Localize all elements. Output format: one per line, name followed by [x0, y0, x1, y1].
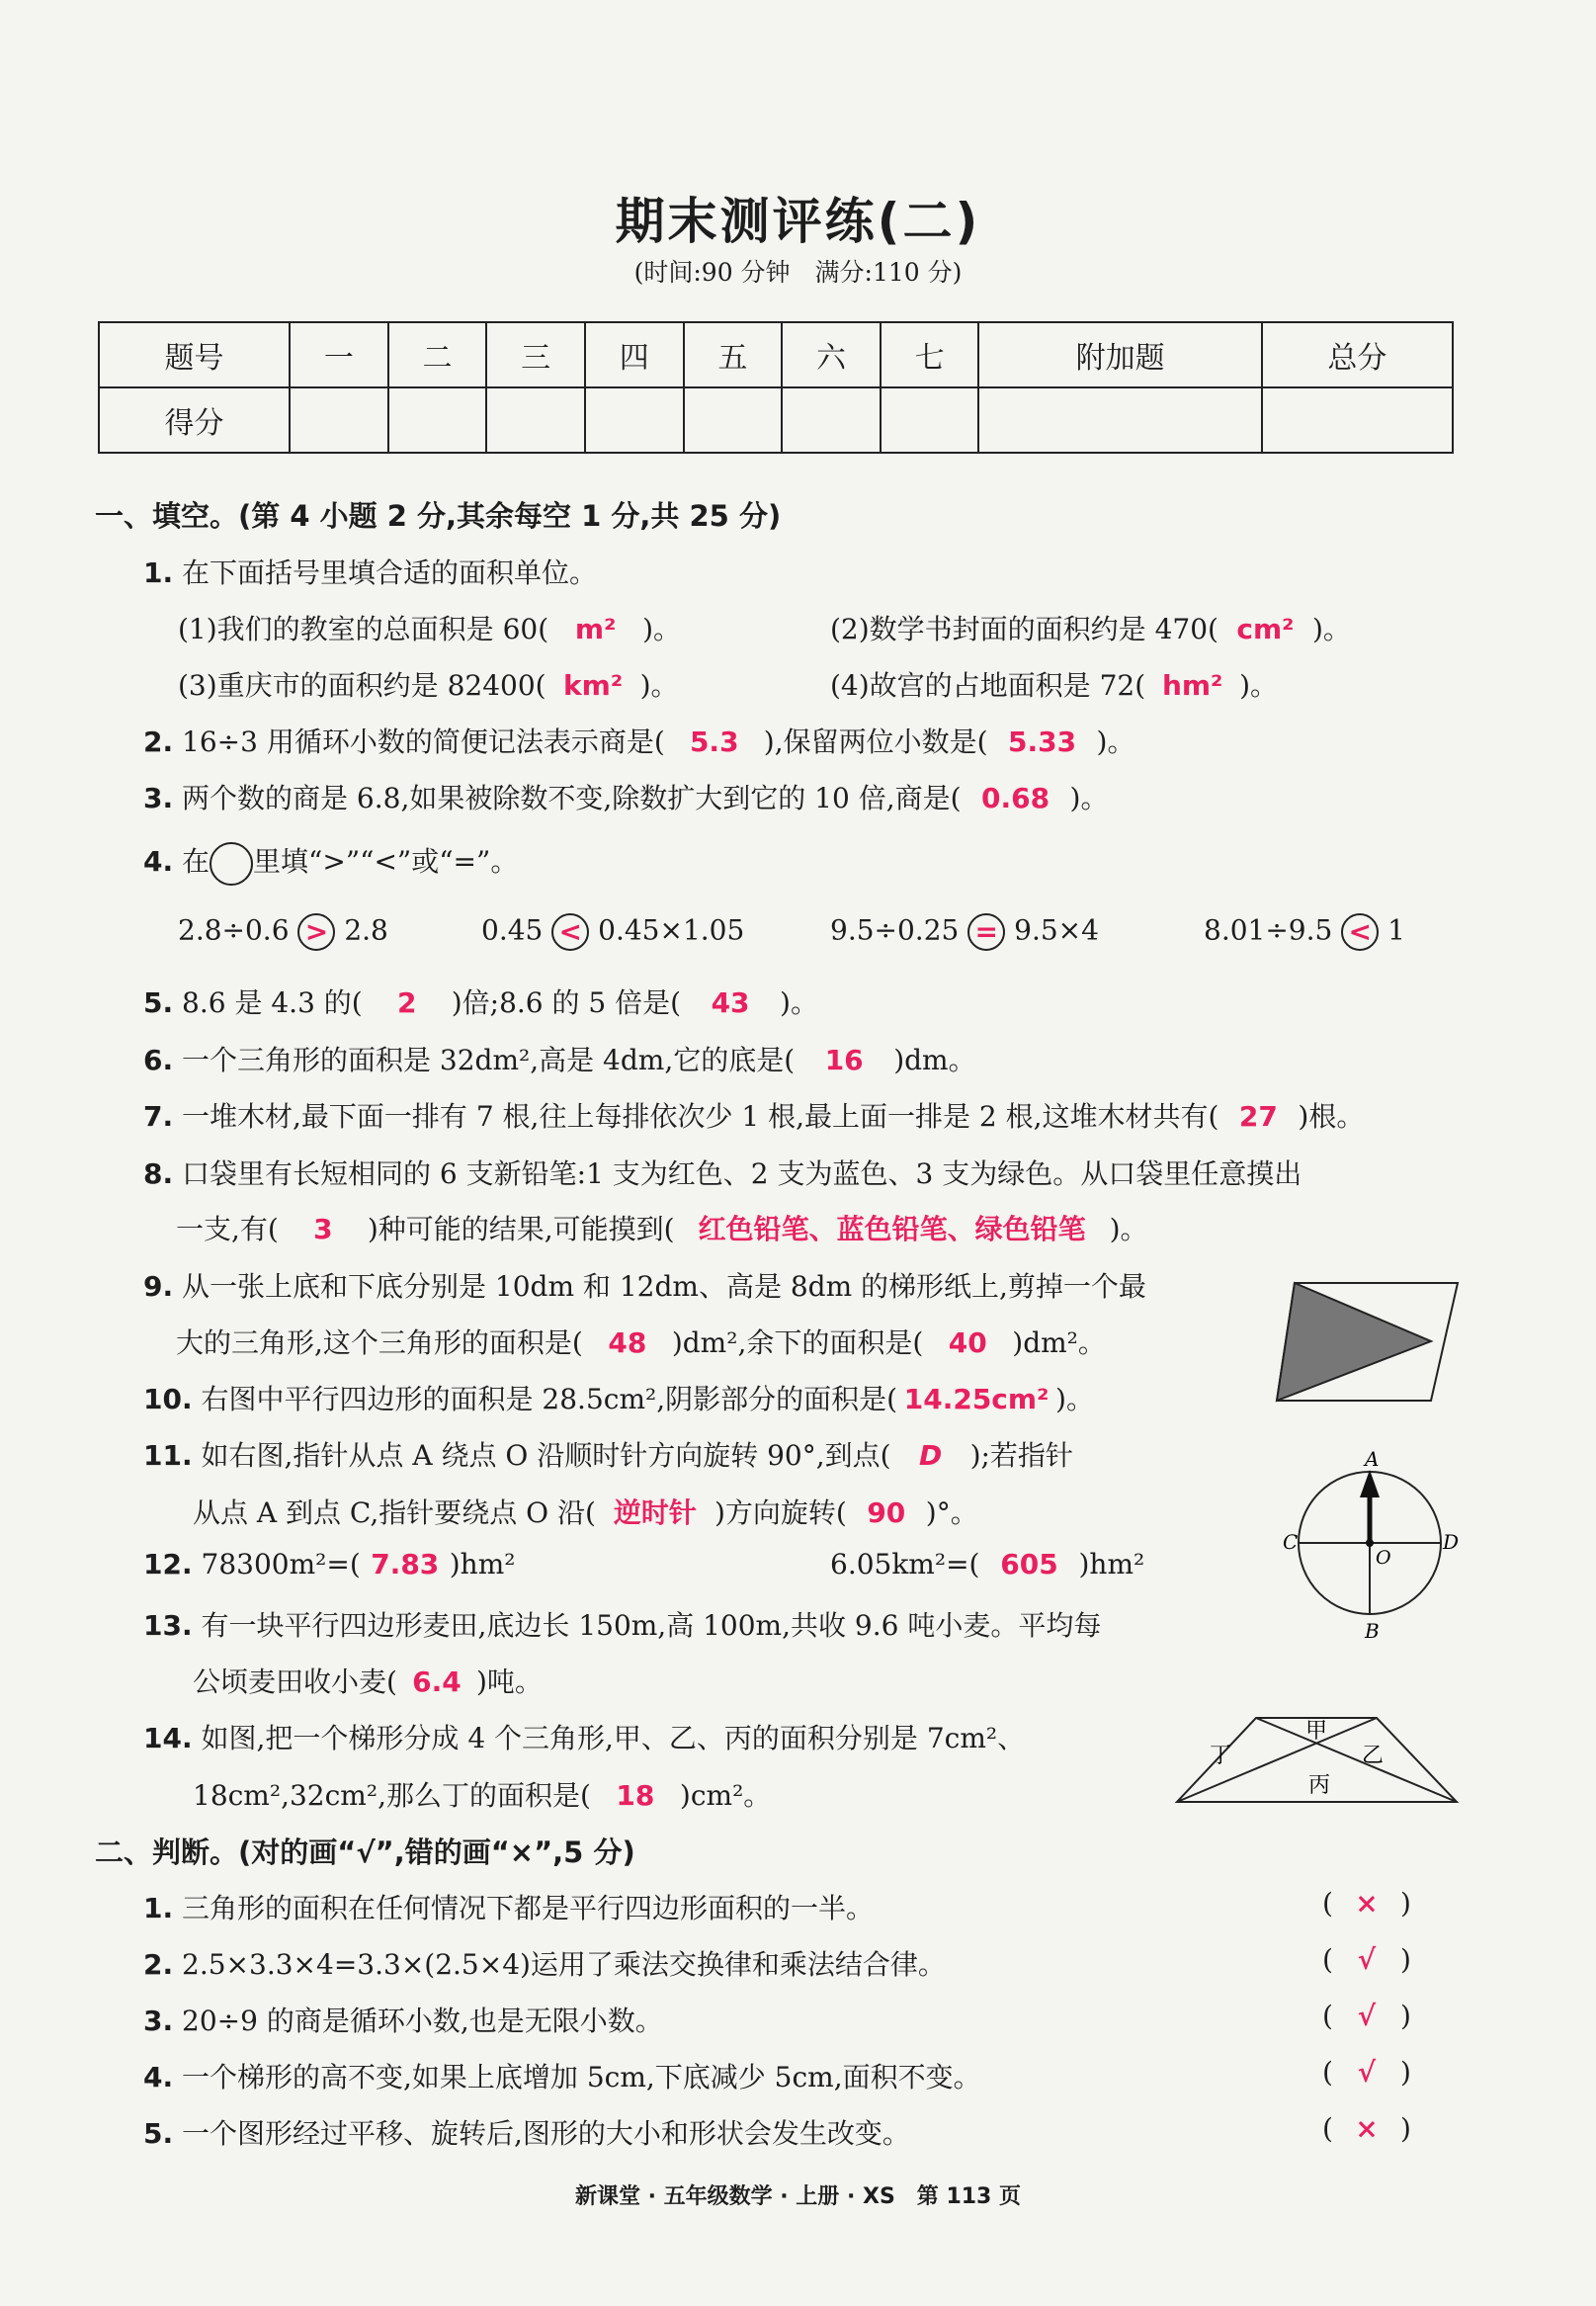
- score-cell[interactable]: [1262, 387, 1453, 453]
- question-text: )。: [639, 669, 679, 702]
- trapezoid-diagonal: [1256, 1718, 1457, 1802]
- question-text: 公顷麦田收小麦(: [193, 1665, 397, 1698]
- center-point: [1366, 1539, 1374, 1547]
- question-number: 5.: [143, 986, 174, 1019]
- compare-left: 0.45: [481, 913, 544, 947]
- score-header-cell: 题号: [99, 322, 290, 387]
- question-text: 一个三角形的面积是 32dm²,高是 4dm,它的底是(: [182, 1044, 796, 1076]
- question-text: )cm²。: [679, 1779, 772, 1812]
- question-number: 1.: [143, 1892, 174, 1924]
- compare-sign: >: [297, 913, 335, 951]
- question-text: 在下面括号里填合适的面积单位。: [182, 556, 598, 589]
- answer: 6.4: [412, 1665, 462, 1698]
- page-title: 期末测评练(二): [615, 193, 981, 250]
- question-text: )dm。: [893, 1044, 976, 1076]
- question-text: )hm²: [449, 1548, 516, 1580]
- score-table-header-row: [99, 322, 1453, 387]
- judge-mark: ×: [1355, 1887, 1379, 1920]
- answer: 605: [1000, 1548, 1058, 1580]
- question-number: 14.: [143, 1722, 193, 1754]
- score-cell[interactable]: [290, 387, 388, 453]
- question-text: )。: [642, 613, 682, 645]
- question-text: )hm²: [1078, 1548, 1145, 1580]
- question-number: 12.: [143, 1548, 193, 1580]
- question-text: 大的三角形,这个三角形的面积是(: [176, 1326, 583, 1359]
- paren: (: [1322, 2000, 1333, 2032]
- score-header-cell: 总分: [1262, 322, 1453, 387]
- answer: m²: [574, 613, 617, 645]
- compare-right: 9.5×4: [1014, 913, 1099, 947]
- question-text: )。: [1069, 782, 1109, 814]
- label-o: O: [1376, 1547, 1391, 1569]
- answer: 5.3: [689, 726, 739, 758]
- shaded-triangle: [1277, 1283, 1431, 1401]
- question-text: )。: [1311, 613, 1351, 645]
- question-8: [143, 1153, 1302, 1192]
- answer: 2: [396, 986, 417, 1019]
- compare-item: [830, 913, 1099, 951]
- score-table-score-row: [99, 387, 1453, 453]
- question-11-cont: [193, 1492, 978, 1531]
- answer: km²: [563, 669, 624, 702]
- paren: ): [1399, 1887, 1411, 1920]
- pointer-arrow-icon: [1360, 1470, 1380, 1497]
- score-cell[interactable]: [782, 387, 881, 453]
- question-number: 4.: [143, 845, 174, 878]
- question-number: 13.: [143, 1609, 193, 1642]
- answer: 3: [313, 1213, 333, 1245]
- compare-right: 1: [1387, 913, 1405, 947]
- score-cell[interactable]: [486, 387, 585, 453]
- judge-item: [143, 2000, 663, 2039]
- compare-item: [481, 913, 744, 951]
- score-cell[interactable]: [978, 387, 1261, 453]
- paren: ): [1399, 2112, 1411, 2145]
- paren: ): [1399, 2056, 1411, 2089]
- answer: 16: [824, 1044, 864, 1076]
- score-row-label: 得分: [99, 387, 290, 453]
- compare-left: 2.8÷0.6: [178, 913, 290, 947]
- answer: 14.25cm²: [903, 1383, 1050, 1415]
- question-13-cont: [193, 1661, 543, 1700]
- judge-answer: [1322, 1943, 1411, 1976]
- answer: 18: [616, 1779, 655, 1812]
- compare-sign: <: [551, 913, 589, 951]
- question-1a: [178, 608, 681, 647]
- label-bing: 丙: [1308, 1773, 1331, 1798]
- compare-left: 8.01÷9.5: [1204, 913, 1333, 947]
- judge-answer: [1322, 2000, 1411, 2032]
- score-cell[interactable]: [881, 387, 979, 453]
- question-9-cont: [176, 1322, 1106, 1361]
- question-12: [143, 1548, 515, 1580]
- question-14-cont: [193, 1774, 771, 1814]
- question-number: 8.: [143, 1157, 174, 1190]
- answer: 5.33: [1007, 726, 1077, 758]
- question-text: )倍;8.6 的 5 倍是(: [451, 986, 682, 1019]
- score-header-cell: 六: [782, 322, 881, 387]
- question-10: [143, 1378, 1094, 1417]
- question-number: 3.: [143, 782, 174, 814]
- judge-item: [143, 2112, 910, 2152]
- question-text: 口袋里有长短相同的 6 支新铅笔:1 支为红色、2 支为蓝色、3 支为绿色。从口袋里任意摸出: [182, 1157, 1302, 1190]
- score-cell[interactable]: [585, 387, 684, 453]
- question-text: ),保留两位小数是(: [763, 726, 988, 758]
- question-text: 一支,有(: [176, 1213, 279, 1245]
- judge-mark: √: [1357, 1943, 1377, 1976]
- answer: hm²: [1161, 669, 1223, 702]
- judge-answer: [1322, 2112, 1411, 2145]
- compare-sign: =: [967, 913, 1005, 951]
- blank-circle-icon: [210, 842, 253, 886]
- section2-heading: 二、判断。(对的画“√”,错的画“×”,5 分): [95, 1836, 635, 1869]
- question-text: 2.5×3.3×4=3.3×(2.5×4)运用了乘法交换律和乘法结合律。: [182, 1948, 946, 1981]
- question-1: [143, 552, 597, 591]
- question-text: 一个图形经过平移、旋转后,图形的大小和形状会发生改变。: [182, 2117, 910, 2150]
- question-text: )根。: [1298, 1100, 1365, 1133]
- question-8-cont: [176, 1208, 1148, 1247]
- answer: 逆时针: [613, 1496, 697, 1529]
- question-3: [143, 777, 1108, 816]
- judge-answer: [1322, 1887, 1411, 1920]
- score-header-cell: 七: [881, 322, 979, 387]
- compare-left: 9.5÷0.25: [830, 913, 960, 947]
- question-text: 从一张上底和下底分别是 10dm 和 12dm、高是 8dm 的梯形纸上,剪掉一个最: [182, 1270, 1146, 1303]
- question-number: 3.: [143, 2005, 174, 2037]
- question-7: [143, 1095, 1364, 1135]
- judge-mark: √: [1357, 2000, 1377, 2032]
- label-jia: 甲: [1305, 1719, 1328, 1744]
- question-number: 2.: [143, 726, 174, 758]
- question-5: [143, 982, 818, 1021]
- score-header-cell: 五: [684, 322, 783, 387]
- question-text: 里填“>”“<”或“=”。: [253, 845, 519, 878]
- label-yi: 乙: [1362, 1744, 1385, 1768]
- question-13: [143, 1604, 1101, 1644]
- question-text: 右图中平行四边形的面积是 28.5cm²,阴影部分的面积是(: [201, 1383, 898, 1415]
- question-11: [143, 1434, 1073, 1474]
- score-header-cell: 二: [388, 322, 487, 387]
- question-number: 6.: [143, 1044, 174, 1076]
- score-header-cell: 三: [486, 322, 585, 387]
- label-a: A: [1365, 1447, 1380, 1471]
- score-header-cell: 四: [585, 322, 684, 387]
- question-text: )dm²,余下的面积是(: [671, 1326, 924, 1359]
- question-text: 在: [182, 845, 210, 878]
- question-text: 如右图,指针从点 A 绕点 O 沿顺时针方向旋转 90°,到点(: [201, 1439, 891, 1472]
- question-9: [143, 1265, 1146, 1305]
- judge-item: [143, 2056, 981, 2095]
- question-number: 11.: [143, 1439, 193, 1472]
- question-text: 一堆木材,最下面一排有 7 根,往上每排依次少 1 根,最上面一排是 2 根,这堆木材共有(: [182, 1100, 1219, 1133]
- question-text: 两个数的商是 6.8,如果被除数不变,除数扩大到它的 10 倍,商是(: [182, 782, 962, 814]
- compare-item: [178, 913, 388, 951]
- question-1d: [830, 664, 1278, 704]
- question-text: (1)我们的教室的总面积是 60(: [178, 613, 549, 645]
- score-cell[interactable]: [684, 387, 783, 453]
- rotation-circle-figure: [1283, 1447, 1463, 1643]
- trapezoid-diagonal: [1177, 1718, 1377, 1802]
- question-text: )°。: [925, 1496, 978, 1529]
- paren: (: [1322, 2112, 1333, 2145]
- page-subtitle: (时间:90 分钟 满分:110 分): [633, 258, 963, 287]
- question-text: );若指针: [969, 1439, 1073, 1472]
- question-12b: [830, 1548, 1144, 1580]
- paren: ): [1399, 1943, 1411, 1976]
- question-text: (3)重庆市的面积约是 82400(: [178, 669, 546, 702]
- question-text: )种可能的结果,可能摸到(: [367, 1213, 675, 1245]
- question-text: (2)数学书封面的面积约是 470(: [830, 613, 1218, 645]
- paren: ): [1399, 2000, 1411, 2032]
- score-header-cell: 一: [290, 322, 388, 387]
- question-text: )。: [1055, 1383, 1094, 1415]
- label-d: D: [1443, 1530, 1460, 1554]
- paren: (: [1322, 2056, 1333, 2089]
- question-text: 78300m²=(: [201, 1548, 361, 1580]
- question-number: 9.: [143, 1270, 174, 1303]
- question-text: 一个梯形的高不变,如果上底增加 5cm,下底减少 5cm,面积不变。: [182, 2061, 981, 2093]
- answer: 40: [948, 1326, 987, 1359]
- question-text: 如图,把一个梯形分成 4 个三角形,甲、乙、丙的面积分别是 7cm²、: [201, 1722, 1026, 1754]
- paren: (: [1322, 1887, 1333, 1920]
- question-2: [143, 721, 1134, 760]
- question-number: 10.: [143, 1383, 193, 1415]
- label-c: C: [1283, 1530, 1299, 1554]
- question-text: )。: [1096, 726, 1135, 758]
- question-1c: [178, 664, 679, 704]
- question-text: 8.6 是 4.3 的(: [182, 986, 363, 1019]
- score-table: [98, 321, 1454, 454]
- answer: 0.68: [980, 782, 1050, 814]
- question-text: )吨。: [475, 1665, 543, 1698]
- answer: 27: [1238, 1100, 1278, 1133]
- question-number: 1.: [143, 556, 174, 589]
- question-text: 16÷3 用循环小数的简便记法表示商是(: [182, 726, 665, 758]
- answer: 90: [867, 1496, 906, 1529]
- compare-sign: <: [1341, 913, 1379, 951]
- question-text: )dm²。: [1012, 1326, 1106, 1359]
- trapezoid-figure: [1174, 1713, 1461, 1807]
- score-cell[interactable]: [388, 387, 487, 453]
- question-14: [143, 1717, 1025, 1756]
- answer: 43: [711, 986, 750, 1019]
- question-number: 5.: [143, 2117, 174, 2150]
- answer: cm²: [1236, 613, 1295, 645]
- label-b: B: [1365, 1619, 1380, 1643]
- page-footer: 新课堂 · 五年级数学 · 上册 · XS 第 113 页: [574, 2184, 1022, 2209]
- judge-mark: √: [1357, 2056, 1377, 2089]
- compare-item: [1204, 913, 1405, 951]
- parallelogram-figure: [1275, 1280, 1463, 1404]
- question-text: )。: [780, 986, 818, 1019]
- question-text: 6.05km²=(: [830, 1548, 980, 1580]
- question-number: 4.: [143, 2061, 174, 2093]
- answer: 红色铅笔、蓝色铅笔、绿色铅笔: [698, 1213, 1086, 1245]
- question-text: )。: [1109, 1213, 1148, 1245]
- answer: D: [918, 1439, 943, 1472]
- question-number: 7.: [143, 1100, 174, 1133]
- question-text: 20÷9 的商是循环小数,也是无限小数。: [182, 2005, 663, 2037]
- judge-answer: [1322, 2056, 1411, 2089]
- question-text: (4)故宫的占地面积是 72(: [830, 669, 1146, 702]
- question-text: )方向旋转(: [714, 1496, 847, 1529]
- judge-mark: ×: [1355, 2112, 1379, 2145]
- compare-right: 0.45×1.05: [598, 913, 745, 947]
- judge-item: [143, 1943, 946, 1983]
- question-number: 2.: [143, 1948, 174, 1981]
- score-header-cell: 附加题: [978, 322, 1261, 387]
- question-1b: [830, 608, 1351, 647]
- answer: 48: [608, 1326, 647, 1359]
- question-text: 有一块平行四边形麦田,底边长 150m,高 100m,共收 9.6 吨小麦。平均每: [201, 1609, 1102, 1642]
- label-ding: 丁: [1210, 1744, 1232, 1768]
- question-6: [143, 1039, 976, 1078]
- section1-heading: 一、填空。(第 4 小题 2 分,其余每空 1 分,共 25 分): [95, 499, 782, 533]
- judge-item: [143, 1887, 874, 1926]
- compare-right: 2.8: [344, 913, 388, 947]
- question-text: 18cm²,32cm²,那么丁的面积是(: [193, 1779, 591, 1812]
- question-text: 从点 A 到点 C,指针要绕点 O 沿(: [193, 1496, 596, 1529]
- question-4: [143, 840, 518, 886]
- question-text: )。: [1239, 669, 1279, 702]
- paren: (: [1322, 1943, 1333, 1976]
- answer: 7.83: [371, 1548, 440, 1580]
- question-text: 三角形的面积在任何情况下都是平行四边形面积的一半。: [182, 1892, 875, 1924]
